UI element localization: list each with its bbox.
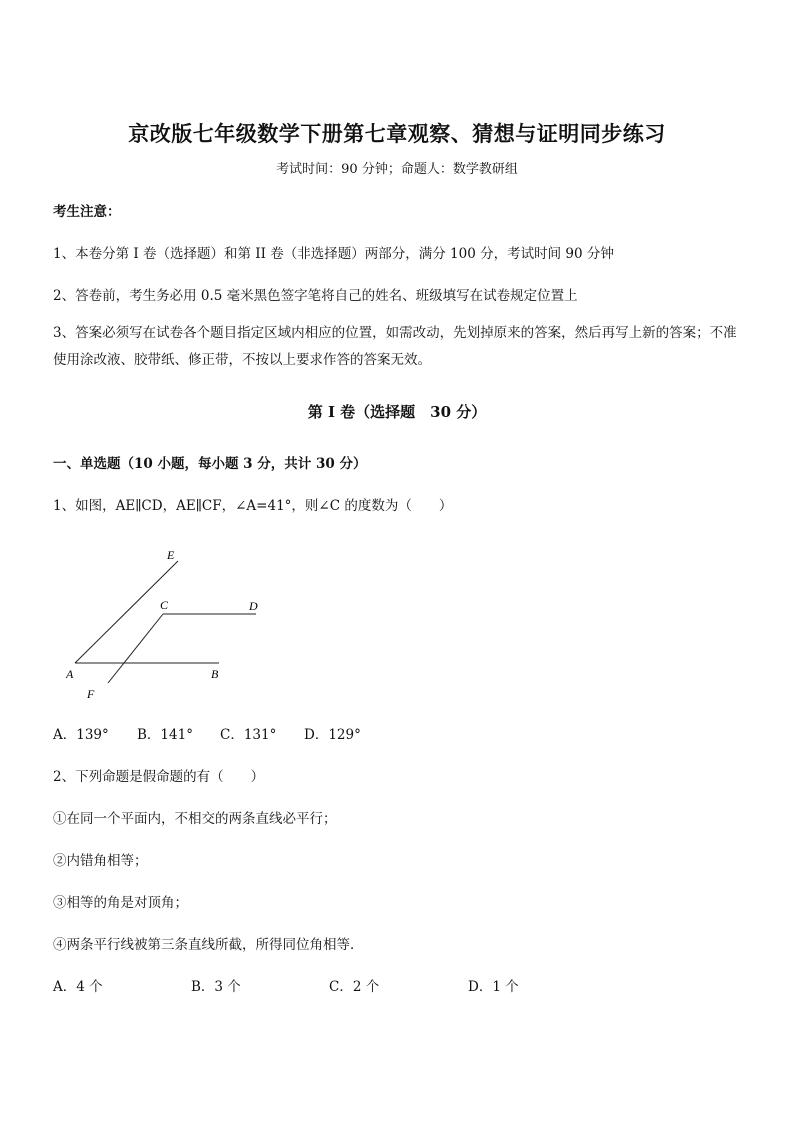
question-2-statement-4: ④两条平行线被第三条直线所截，所得同位角相等． <box>53 937 364 953</box>
question-2-option-a: A．4 个 <box>53 979 103 995</box>
section-title: 第 I 卷（选择题 30 分） <box>307 403 487 421</box>
line-ae <box>75 561 178 663</box>
line-cf <box>108 614 163 683</box>
label-a: A <box>66 667 74 681</box>
question-2-option-c: C．2 个 <box>329 979 380 995</box>
question-1-option-d: D．129° <box>304 727 361 743</box>
notice-item-2: 2、答卷前，考生务必用 0.5 毫米黑色签字笔将自己的姓名、班级填写在试卷规定位置上 <box>53 288 578 304</box>
notice-item-3: 3、答案必须写在试卷各个题目指定区域内相应的位置，如需改动，先划掉原来的答案，然后再写上新的答案；不准使用涂改液、胶带纸、修正带，不按以上要求作答的答案无效。 <box>53 325 737 368</box>
question-1-option-b: B．141° <box>137 727 193 743</box>
part-heading: 一、单选题（10 小题，每小题 3 分，共计 30 分） <box>53 456 367 472</box>
question-1-figure <box>60 540 280 710</box>
notice-heading: 考生注意： <box>53 204 121 220</box>
label-e: E <box>167 548 175 562</box>
label-f: F <box>87 687 95 701</box>
question-2-stem: 2、下列命题是假命题的有（ ） <box>53 769 265 785</box>
question-2-statement-2: ②内错角相等； <box>53 853 148 869</box>
label-b: B <box>211 667 219 681</box>
question-2-option-b: B．3 个 <box>191 979 241 995</box>
page-subtitle: 考试时间：90 分钟；命题人：数学教研组 <box>276 162 518 177</box>
question-1-stem: 1、如图，AE∥CD，AE∥CF，∠A=41°，则∠C 的度数为（ ） <box>53 498 453 514</box>
question-1-option-c: C．131° <box>220 727 277 743</box>
question-2-statement-1: ①在同一个平面内，不相交的两条直线必平行； <box>53 811 337 827</box>
page-title: 京改版七年级数学下册第七章观察、猜想与证明同步练习 <box>128 121 666 146</box>
question-1-option-a: A．139° <box>53 727 109 743</box>
question-2-option-d: D．1 个 <box>468 979 519 995</box>
notice-item-1: 1、本卷分第 I 卷（选择题）和第 II 卷（非选择题）两部分，满分 100 分，考试时间 90 分钟 <box>53 246 614 262</box>
label-c: C <box>160 598 169 612</box>
question-2-statement-3: ③相等的角是对顶角； <box>53 895 188 911</box>
label-d: D <box>249 599 258 613</box>
